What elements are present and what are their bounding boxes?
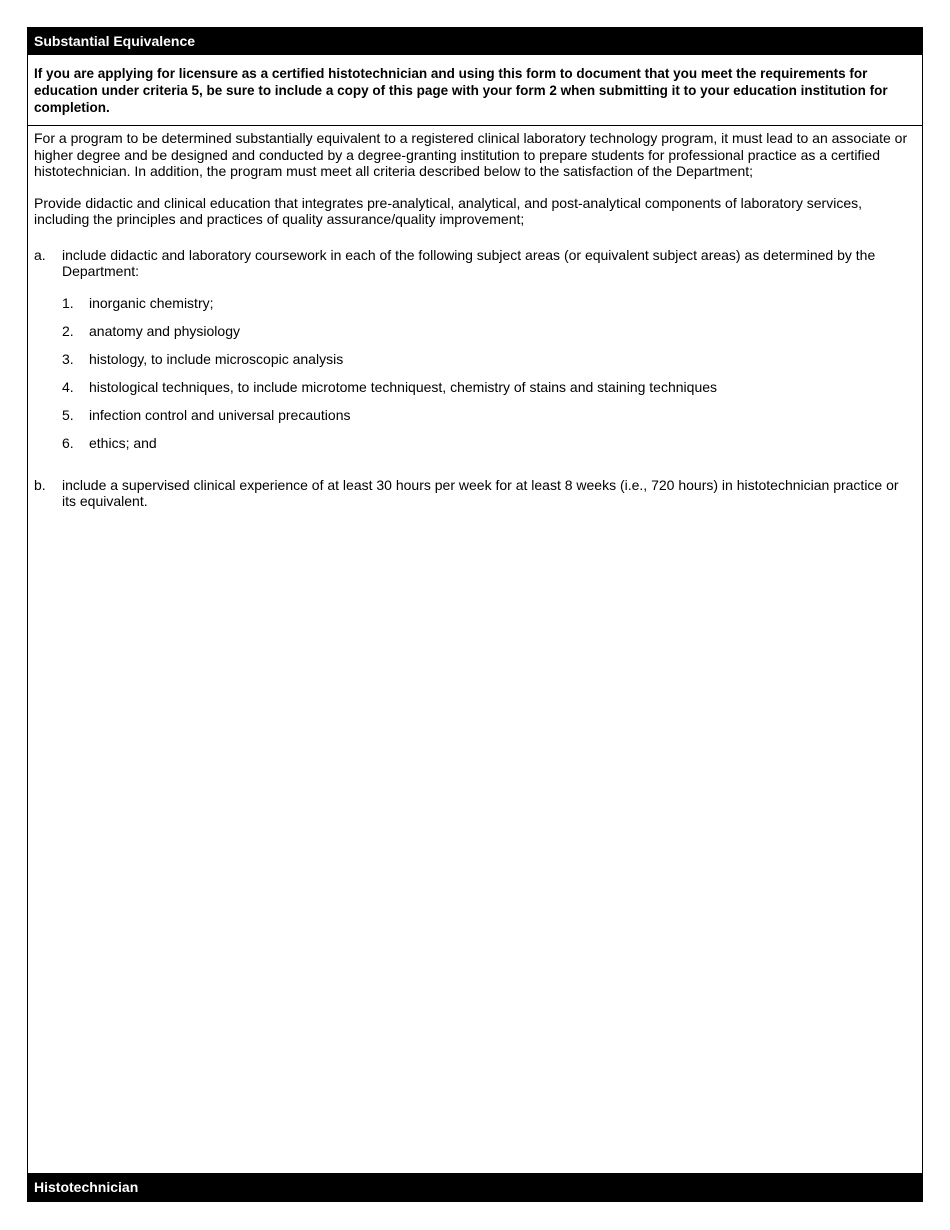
- list-item-number: 4.: [62, 378, 74, 395]
- requirement-marker: a.: [34, 246, 46, 263]
- requirement-b: [34, 477, 914, 510]
- list-item-text: histological techniques, to include microtome techniquest, chemistry of stains and staining techniques: [89, 378, 718, 395]
- list-item-number: 5.: [62, 406, 74, 423]
- section-header: Substantial Equivalence: [28, 28, 922, 55]
- requirement-marker: b.: [34, 476, 46, 493]
- list-item-text: infection control and universal precautions: [89, 406, 351, 423]
- list-item: [62, 379, 914, 407]
- list-item: [62, 323, 914, 351]
- list-item-number: 6.: [62, 434, 74, 451]
- requirement-text: include a supervised clinical experience of at least 30 hours per week for at least 8 weeks (i.e., 720 hours) in histotechnician practice or its equivalent.: [62, 476, 899, 509]
- list-item: [62, 435, 914, 463]
- content-body: [28, 127, 922, 510]
- list-item-text: histology, to include microscopic analysis: [89, 350, 344, 367]
- section-footer: Histotechnician: [28, 1173, 922, 1201]
- form-page: [27, 27, 923, 1202]
- list-item: [62, 295, 914, 323]
- list-item-number: 1.: [62, 294, 74, 311]
- subject-areas-list: [34, 295, 914, 463]
- paragraph-didactic-clinical: Provide didactic and clinical education that integrates pre-analytical, analytical, and post-analytical components of laboratory services, including the principles and practices of quality assurance/quality improvement;: [34, 194, 863, 227]
- requirement-text: include didactic and laboratory coursework in each of the following subject areas (or equivalent subject areas) as determined by the Department:: [62, 246, 876, 279]
- list-item: [62, 407, 914, 435]
- list-item-text: inorganic chemistry;: [89, 294, 214, 311]
- notice-text: If you are applying for licensure as a certified histotechnician and using this form to document that you meet the requirements for education under criteria 5, be sure to include a copy of this page with your form 2 when submitting it to your education institution for completion.: [28, 55, 922, 126]
- list-item-text: ethics; and: [89, 434, 157, 451]
- list-item-number: 2.: [62, 322, 74, 339]
- list-item-text: anatomy and physiology: [89, 322, 240, 339]
- list-item-number: 3.: [62, 350, 74, 367]
- list-item: [62, 351, 914, 379]
- requirement-a: [34, 247, 914, 280]
- paragraph-equivalence-definition: For a program to be determined substantially equivalent to a registered clinical laboratory technology program, it must lead to an associate or higher degree and be designed and conducted by a degree-granting institution to prepare students for professional practice as a certified histotechnician. In addition, the program must meet all criteria described below to the satisfaction of the Department;: [34, 130, 908, 179]
